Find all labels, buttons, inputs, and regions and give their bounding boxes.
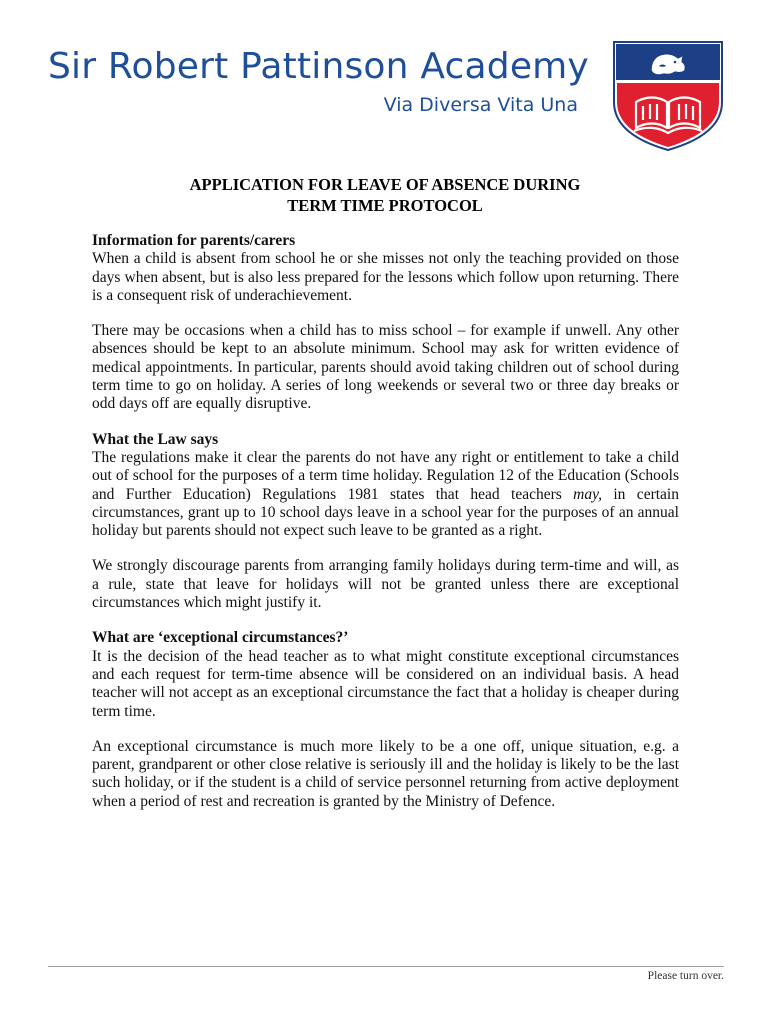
document-title-line-2: TERM TIME PROTOCOL	[287, 196, 483, 215]
paragraph-law-2: We strongly discourage parents from arranging family holidays during term-time and will, as a rule, state that leave for holidays will not be granted unless there are exceptional circumstances which might justify it.	[92, 557, 679, 612]
footer-note: Please turn over.	[647, 970, 724, 982]
paragraph-law-1	[92, 449, 679, 540]
document-title-line-1: APPLICATION FOR LEAVE OF ABSENCE DURING	[189, 175, 581, 194]
paragraph-exceptional-1: It is the decision of the head teacher as to what might constitute exceptional circumstances and each request for term-time absence will be considered on an individual basis. A head teacher will not accept as an exceptional circumstance the fact that a holiday is cheaper during term time.	[92, 647, 679, 720]
paragraph-information-1: When a child is absent from school he or she misses not only the teaching provided on those days when absent, but is also less prepared for the lessons which follow upon returning. There is a consequent risk of underachievement.	[92, 250, 679, 304]
section-heading-law: What the Law says	[92, 430, 219, 448]
paragraph-law-1-emphasis: may,	[573, 485, 602, 503]
paragraph-law-1-end: in certain circumstances, grant up to 10 school days leave in a school year for the purposes of an annual holiday but parents should not expect such leave to be granted as a right.	[92, 485, 679, 540]
paragraph-information-2: There may be occasions when a child has to miss school – for example if unwell. Any other absences should be kept to an absolute minimum. School may ask for written evidence of medical appointments. In particular, parents should avoid taking children out of school during term time to go on holiday. A series of long weekends or several two or three day breaks or odd days off are equally disruptive.	[92, 322, 679, 413]
section-law	[92, 431, 679, 613]
document-title	[80, 174, 690, 216]
letterhead	[0, 0, 770, 160]
paragraph-law-1-start: The regulations make it clear the parents do not have any right or entitlement to take a child out of school for the purposes of a term time holiday. Regulation 12 of the Education (Schools and Further Education) Regulations 1981 states that head teachers	[92, 448, 679, 503]
footer-divider	[48, 966, 724, 967]
section-heading-information: Information for parents/carers	[92, 232, 296, 249]
section-exceptional	[92, 629, 679, 811]
school-motto: Via Diversa Vita Una	[383, 94, 578, 116]
document-body	[92, 232, 679, 828]
paragraph-exceptional-2: An exceptional circumstance is much more likely to be a one off, unique situation, e.g. a parent, grandparent or other close relative is seriously ill and the holiday is likely to be the last such holiday, or if the student is a child of service personnel returning from active deployment when a period of rest and recreation is granted by the Ministry of Defence.	[92, 737, 679, 810]
section-heading-exceptional: What are ‘exceptional circumstances?’	[92, 629, 349, 647]
school-crest-icon	[612, 40, 724, 152]
school-name: Sir Robert Pattinson Academy	[48, 46, 589, 87]
section-information	[92, 232, 679, 414]
